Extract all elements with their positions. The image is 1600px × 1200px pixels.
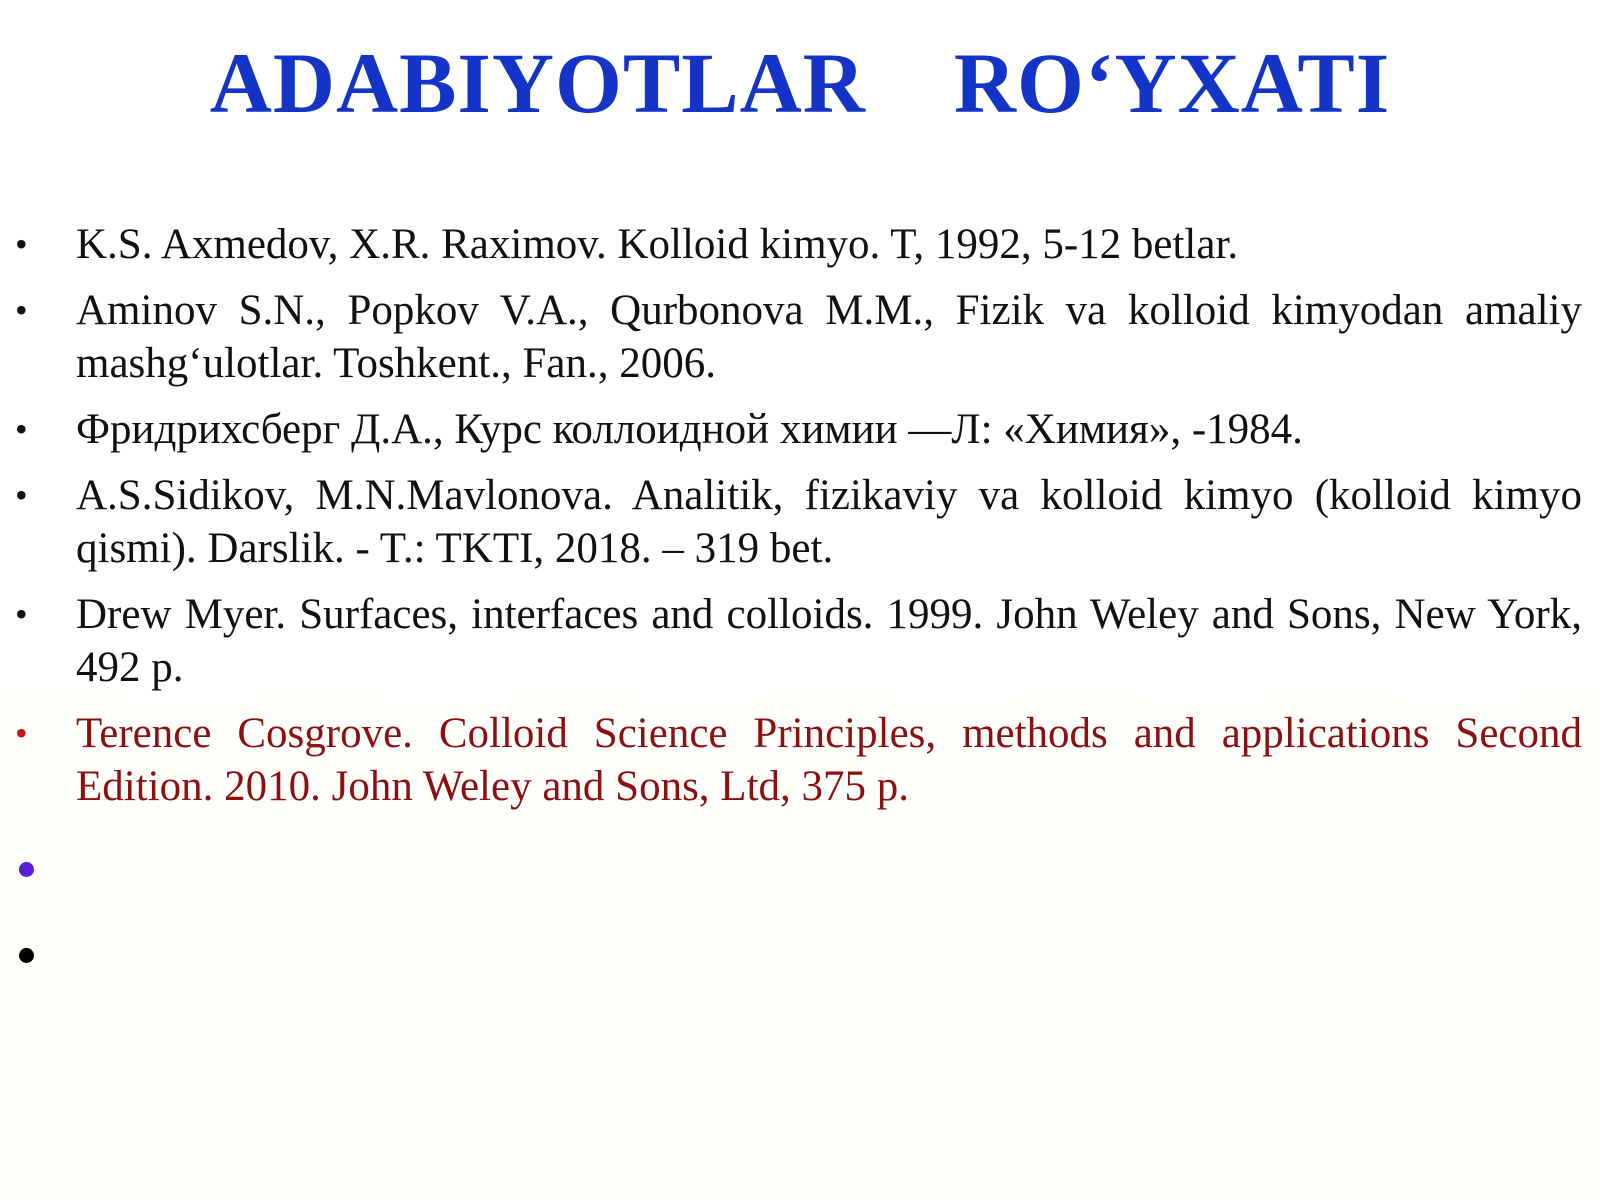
title-word-2: RO‘YXATI (953, 35, 1391, 131)
reference-text: A.S.Sidikov, M.N.Mavlonova. Analitik, fizikaviy va kolloid kimyo (kolloid kimyo qismi). Darslik. - T.: TKTI, 2018. – 319 bet. (76, 472, 1582, 572)
bullet-icon: • (15, 290, 28, 330)
reference-item (0, 403, 1600, 456)
reference-item-highlighted (0, 707, 1600, 813)
empty-bullet-icon (19, 862, 34, 877)
title-word-1: ADABIYOTLAR (209, 35, 866, 131)
page-title (0, 28, 1600, 138)
empty-bullet-icon (19, 948, 34, 963)
reference-item (0, 588, 1600, 694)
reference-item (0, 284, 1600, 390)
bullet-icon: • (15, 713, 28, 753)
reference-text: Drew Myer. Surfaces, interfaces and colloids. 1999. John Weley and Sons, New York, 492 p. (76, 591, 1582, 691)
bullet-icon: • (15, 594, 28, 634)
reference-text: Фридрихсберг Д.А., Курс коллоидной химии —Л: «Химия», -1984. (76, 406, 1303, 453)
reference-text: Aminov S.N., Popkov V.A., Qurbonova M.M., Fizik va kolloid kimyodan amaliy mashg‘ulotlar. Toshkent., Fan., 2006. (76, 287, 1582, 387)
reference-item (0, 218, 1600, 271)
reference-list (0, 218, 1600, 826)
bullet-icon: • (15, 475, 28, 515)
bullet-icon: • (15, 409, 28, 449)
reference-text: K.S. Axmedov, X.R. Raximov. Kolloid kimyo. T, 1992, 5-12 betlar. (76, 221, 1239, 268)
reference-item (0, 469, 1600, 575)
reference-text: Terence Cosgrove. Colloid Science Principles, methods and applications Second Edition. 2010. John Weley and Sons, Ltd, 375 p. (76, 710, 1582, 810)
bullet-icon: • (15, 224, 28, 264)
